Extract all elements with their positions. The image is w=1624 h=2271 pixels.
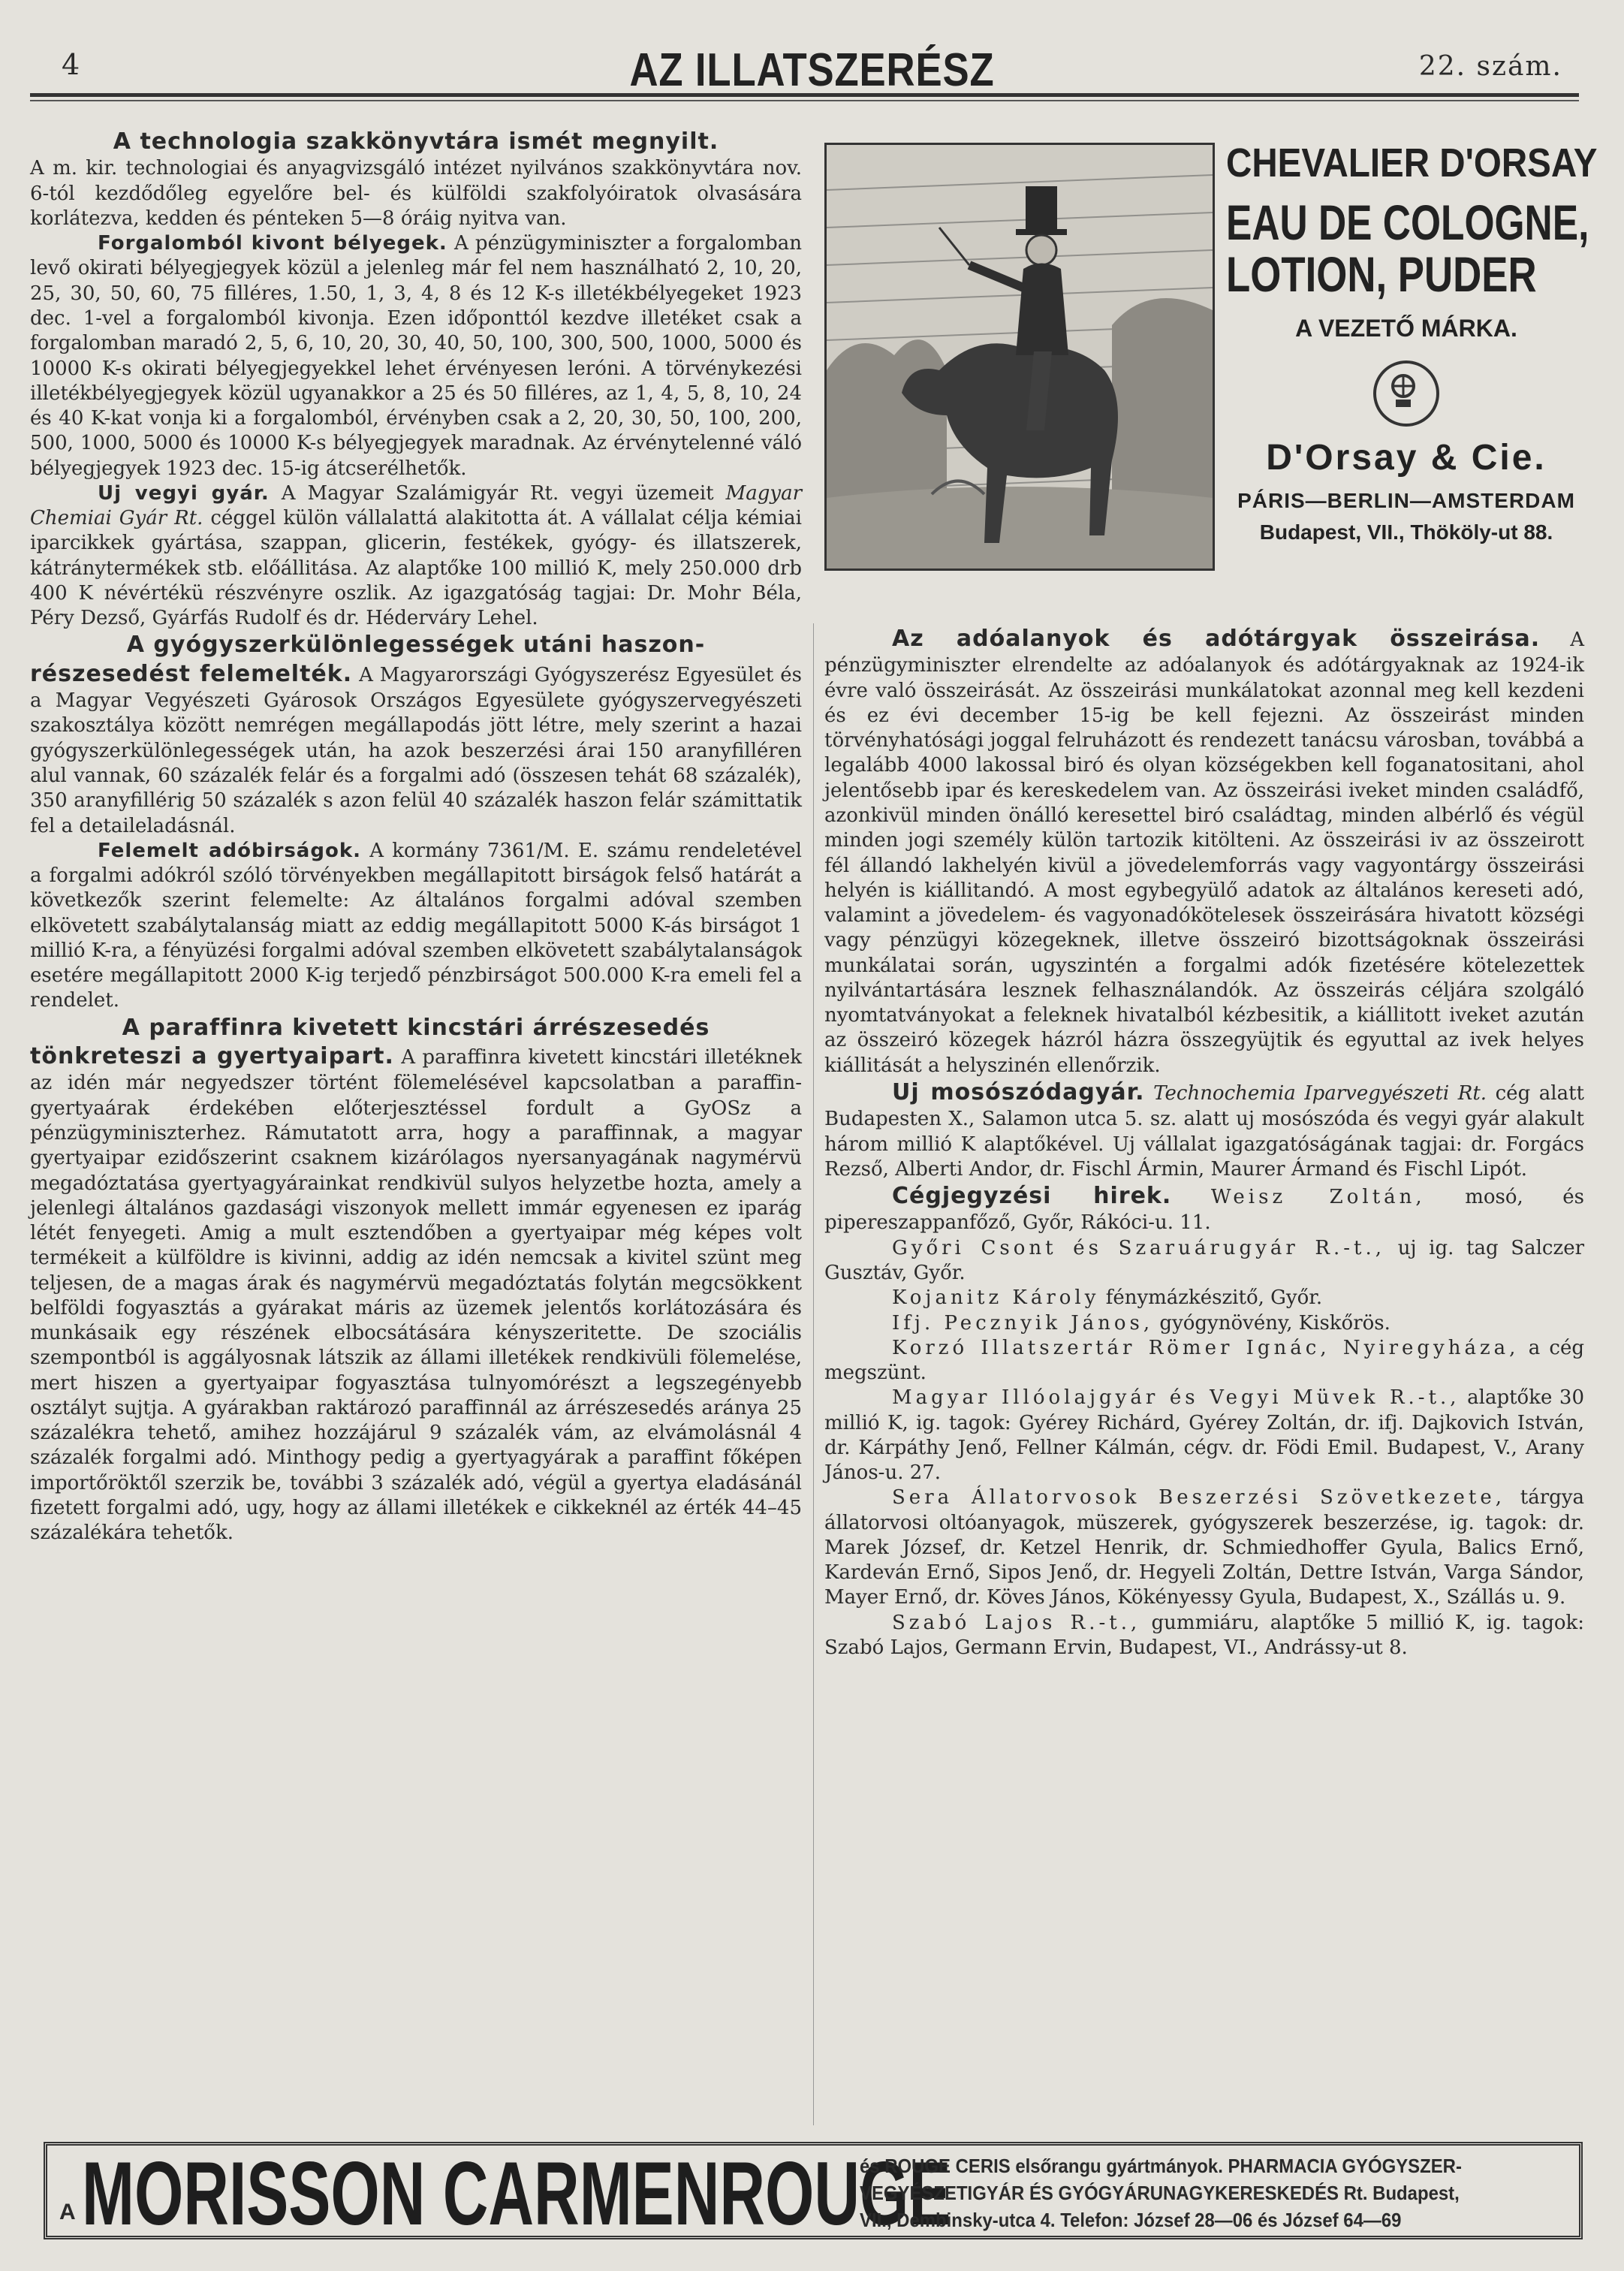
company-entry [824,1336,1584,1386]
company-entry-name: Weisz Zoltán, [1210,1186,1426,1209]
right-column [824,625,1584,1660]
ad-brand-title: CHEVALIER D'ORSAY [1226,140,1598,185]
company-entry-name: Magyar Illóolajgyár és Vegyi Müvek R.-t., [892,1386,1460,1410]
article-body: A m. kir. technologiai és anyagvizsgáló intézet nyilvános szakkönyvtára nov. 6-tól kezdődőleg egyelőre bel- és külföldi szakfolyóiratok olvasására korlátezva, kedden és pénteken 5—8 óráig nyitva van. [30,157,802,230]
article-title: Uj mosószódagyár. [892,1078,1145,1105]
company-entry-name: Sera Állatorvosok Beszerzési Szövetkezete, [892,1486,1506,1509]
dorsay-logo-icon [1373,360,1439,427]
rider-engraving-icon [827,145,1213,569]
company-entry [824,1286,1584,1310]
article-body: A pénzügyminiszter elrendelte az adóalanyok és adótárgyaknak az 1924-ik évre való összeirását. Az összeirási munkálatokat azonnal meg kell kezdeni és ez évi december 15-ig be kell fejezni. Az összeirást minden törvényhatósági joggal felruházott és rendezett tanácsu városban, továbbá a legalább 4000 lakossal biró és olyan községekben kell foganatositani, ahol jelentősebb ipar és kereskedelem van. Az összeirási iveket minden családfő, azonkivül minden önálló keresettel biró családtag, minden albérlő és végül minden jogi személy külön tartozik kitölteni. Az összeirási iv az összeirott fél állandó lakhelyén kivül a jövedelemforrás vagy vagyontárgy összeirási helyén is kiállitandó. A most egybegyülő adatok az általános kereseti adó, valamint a jövedelem- és vagyonadókötelesek összeirására hivatott községi vagy pénzügyi közegeknek, illetve összeiró bizottságoknak összeirási munkálatai során, ugyszintén a forgalmi adók fizetésére kötelezettek nyilvántartására lesznek felhasználandók. Az összeirás céljára szolgáló nyomtatványokat a feleknek hivatalból kézbesitik, a kiállitott iveket azután az összeiró közegek házról házra összegyüjtik és egyuttal az ivek helyes kiállitását a helyszinén ellenőrzik. [824,629,1584,1077]
article-title: Felemelt adóbirságok. [98,839,361,862]
article [824,625,1584,1078]
ad-address: Budapest, VII., Thököly-ut 88. [1259,520,1553,544]
article-body: A Magyarországi Gyógyszerész Egyesület és a Magyar Vegyészeti Gyárosok Országos Egyesülete gyógyszervegyészeti szakosztálya között nemrégen megállapodás jött létre, mely szerint a hazai gyógyszerkülönlegességek után, ha azok beszerzési árai 150 aranyfilléren alul vannak, 60 százalék felár és a forgalmi adó (összesen tehát 68 százalék), 350 aranyfillérig 50 százalék s azon felül 40 százalék haszon felár számittatik fel a detaileladásnál. [30,663,802,837]
article-title: Forgalomból kivont bélyegek. [98,232,447,255]
company-name: Technochemia Iparvegyészeti Rt. [1153,1081,1487,1105]
company-entry-text: gyógynövény, Kiskőrös. [1159,1311,1390,1335]
column-divider [813,623,814,2125]
article-body: A kormány 7361/M. E. számu rendeletével a forgalmi adókról szóló törvényekben megállapitott birságok felső határát a következők szerint felemelte: Az általános forgalmi adóval szemben elkövetett szabálytalanság miatt az eddig megállapitott 5000 K-ás birságot 1 millió K-ra, a fényüzési forgalmi adóval szemben elkövetett szabálytalanságok esetére megállapitott 2000 K-ig terjedő pénzbirságot 500.000 K-ra emeli fel a rendelet. [30,839,803,1012]
article-title: A gyógyszerkülönlegességek utáni haszon- [126,632,706,659]
article [824,1078,1584,1182]
company-entry-name: Szabó Lajos R.-t., [892,1611,1141,1634]
ad-cities: PÁRIS—BERLIN—AMSTERDAM [1237,488,1575,512]
article [824,1182,1584,1236]
morisson-carmenrouge-ad [44,2142,1583,2244]
article [30,481,802,632]
issue-number: 22. szám. [1418,51,1562,82]
company-entry-text: tárgya állatorvosi oltóanyagok, müszerek, gyógyszerek beszerzése, ig. tagok: dr. Marek József, dr. Ketzel Henrik, dr. Schmiedhoffer Gyula, Balics Ernő, Kardeván Ernő, Sipos Jenő, dr. Hegyeli Zoltán, Dettre István, Varga Sándor, Mayer Ernő, dr. Köves János, Kökényessy Gyula, Budapest, X., Szállás u. 9. [824,1486,1585,1609]
article-title: A technologia szakkönyvtára ismét megnyilt. [113,128,719,155]
article-title: Uj vegyi gyár. [98,481,270,505]
company-entry-name: Ifj. Pecznyik János, [892,1311,1154,1335]
article-body: A pénzügyminiszter a forgalomban levő okirati bélyegjegyek közül a jelenleg már fel nem használható 2, 10, 20, 25, 30, 50, 60, 75 filléres, 1.50, 1, 3, 4, 8 és 12 K-s illetékbélyegeket 1923 dec. 1-vel a forgalomból kivonja. Ezen időponttól kezdve illetéket csak a forgalomban maradó 2, 5, 6, 10, 20, 30, 40, 50, 100, 300, 500, 1000, 5000 és 10000 K-s okirati bélyegjegyekkel lehet érvényesen leróni. A törvénykezési illetékbélyegjegyek közül ugyanakkor a 25 és 50 filléres, az 1, 4, 5, 8, 10, 24 és 40 K-kat vonja ki a forgalomból, érvényben csak a 2, 20, 30, 50, 100, 200, 500, 1000, 5000 és 10000 K-s bélyegjegyek maradnak. Az érvénytelenné váló bélyegjegyek 1923 dec. 15-ig átcserélhetők. [30,232,802,480]
company-entry-text: uj ig. tag Salczer Gusztáv, Győr. [824,1236,1585,1285]
ad-copy [1226,140,1598,544]
ad-company: D'Orsay & Cie. [1266,437,1547,478]
article-body: A Magyar Szalámigyár Rt. vegyi üzemeit [281,481,714,505]
company-entry [824,1236,1584,1286]
page-number: 4 [62,48,80,81]
masthead-title: AZ ILLATSZERÉSZ [629,44,995,96]
company-entry-name: Kojanitz Károly [892,1286,1100,1310]
article-body: céggel külön vállalattá alakitotta át. A vállalat célja kémiai iparcikkek gyártása, szappan, glicerin, festékek, gyógy- és illatszerek, kátránytermékek stb. előállitása. Az alaptőke 100 millió K, mely 250.000 drb 400 K névértékü részvényre oszlik. Az igazgatóság tagjai: Dr. Mohr Béla, Péry Dezső, Gyárfás Rudolf és dr. Héderváry Lehel. [30,507,802,630]
ad-prefix: A [59,2200,76,2224]
article-title: Az adóalanyok és adótárgyak összeirása. [892,626,1541,652]
article-body: A paraffinra kivetett kincstári illetéknek az idén már negyedszer történt fölemelésével kapcsolatban a paraffin-gyertyaárak érdekében előterjesztéssel fordult a GyOSz a pénzügyminiszterhez. Rámutatott arra, hogy a paraffinnak, a magyar gyertyaipar ezidőszerint csaknem kizárólagos nyersanyagának nagymérvü megadóztatása gyertyagyárainkat rendkivül sulyos helyzetbe hozta, amely a jelenlegi általános gazdasági viszonyok mellett immár egyenesen ez iparág létét fenyegeti. Amig a mult esztendőben a gyertyaipar még képes volt termékeit a külföldre is kivinni, addig az idén nemcsak a kivitel szünt meg teljesen, de a magas árak és nagymérvü megadóztatás folytán megcsökkent belföldi fogyasztás a gyárakat máris az üzemek jelentős korlátozására és munkásaik egy részének elbocsátására kényszeritette. De szociális szempontból is aggályosnak látszik az állami illetékek rendkivüli fölemelése, mert hiszen a gyertyaipar fogyasztása tulnyomórészt a legszegényebb osztályt sujtja. A gyárakban raktározó paraffinnál az árrészesedés aránya 25 százalékra tehető, amihez hozzájárul 9 százalék vám, az elvámolásnál 4 százalék forgalmi adó. Minthogy pedig a gyertyagyárak a paraffint főképen importőröktől szerzik be, további 3 százalék adó, végül a gyertya eladásánál fizetett forgalmi adó, ugy, hogy az állami illetékek e cikkeknél az érték 44–45 százalékára tehetők. [30,1046,803,1545]
article [30,1042,802,1546]
company-entry-text: fénymázkészitő, Győr. [1105,1286,1323,1310]
left-column [30,128,802,1546]
ad-details [860,2153,1580,2234]
ad-slogan: A VEZETŐ MÁRKA. [1295,314,1517,342]
article-title: A paraffinra kivetett kincstári árrészesedés [122,1014,710,1041]
ad-detail-line: VEGYÉSZETIGYÁR ÉS GYÓGYÁRUNAGYKERESKEDÉS Rt. Budapest, [860,2181,1460,2204]
header-rule [30,93,1579,97]
ad-product: LOTION, PUDER [1226,246,1537,303]
header-rule-thin [30,100,1579,101]
chevalier-dorsay-ad [824,140,1598,571]
company-entry [824,1611,1584,1661]
article-title-cont: tönkreteszi a gyertyaipart. [30,1043,394,1070]
article-title: Cégjegyzési hirek. [892,1183,1172,1210]
company-entry [824,1485,1584,1610]
ad-product-name: MORISSON CARMENROUGE [82,2143,951,2244]
article-title-cont: részesedést felemelték. [30,660,353,687]
company-entry-text: mosó, és pipereszappanfőző, Győr, Rákóci-u. 11. [824,1186,1585,1235]
company-entry-text: gummiáru, alaptőke 5 millió K, ig. tagok: Szabó Lajos, Germann Ervin, Budapest, VI., Andrássy-ut 8. [824,1611,1585,1659]
horseman-illustration [824,143,1215,571]
ad-detail-line: VII., Dembinsky-utca 4. Telefon: József 28—06 és József 64—69 [860,2208,1402,2231]
company-entry [824,1386,1584,1485]
company-entry-text: a cég megszünt. [824,1336,1585,1385]
company-entry-name: Győri Csont és Szaruárugyár R.-t., [892,1236,1386,1259]
ad-detail-line: és ROUGE CERIS elsőrangu gyártmányok. PHARMACIA GYÓGYSZER- [860,2155,1462,2177]
article-body: cég alatt Budapesten X., Salamon utca 5. sz. alatt uj mosószóda és vegyi gyár alakult három millió K alaptőkével. Uj vállalat igazgatóságának tagjai: dr. Forgács Rezső, Alberti Andor, dr. Fischl Ármin, Maurer Ármand és Fischl Lipót. [824,1081,1585,1181]
company-entry-name: Korzó Illatszertár Römer Ignác, Nyiregyháza, [892,1336,1520,1359]
ad-product: EAU DE COLOGNE, [1226,195,1589,250]
company-entry [824,1311,1584,1336]
company-entry-text: alaptőke 30 millió K, ig. tagok: Gyérey Richárd, Gyérey Zoltán, dr. ifj. Dajkovich István, dr. Kárpáthy Jenő, Fellner Kálmán, cégv. dr. Födi Emil. Budapest, V., Arany János-u. 27. [824,1386,1585,1485]
company-name: Magyar Chemiai Gyár Rt. [30,481,802,530]
article [30,231,802,481]
page-header [45,44,1579,96]
article [30,660,802,839]
article [30,839,802,1014]
